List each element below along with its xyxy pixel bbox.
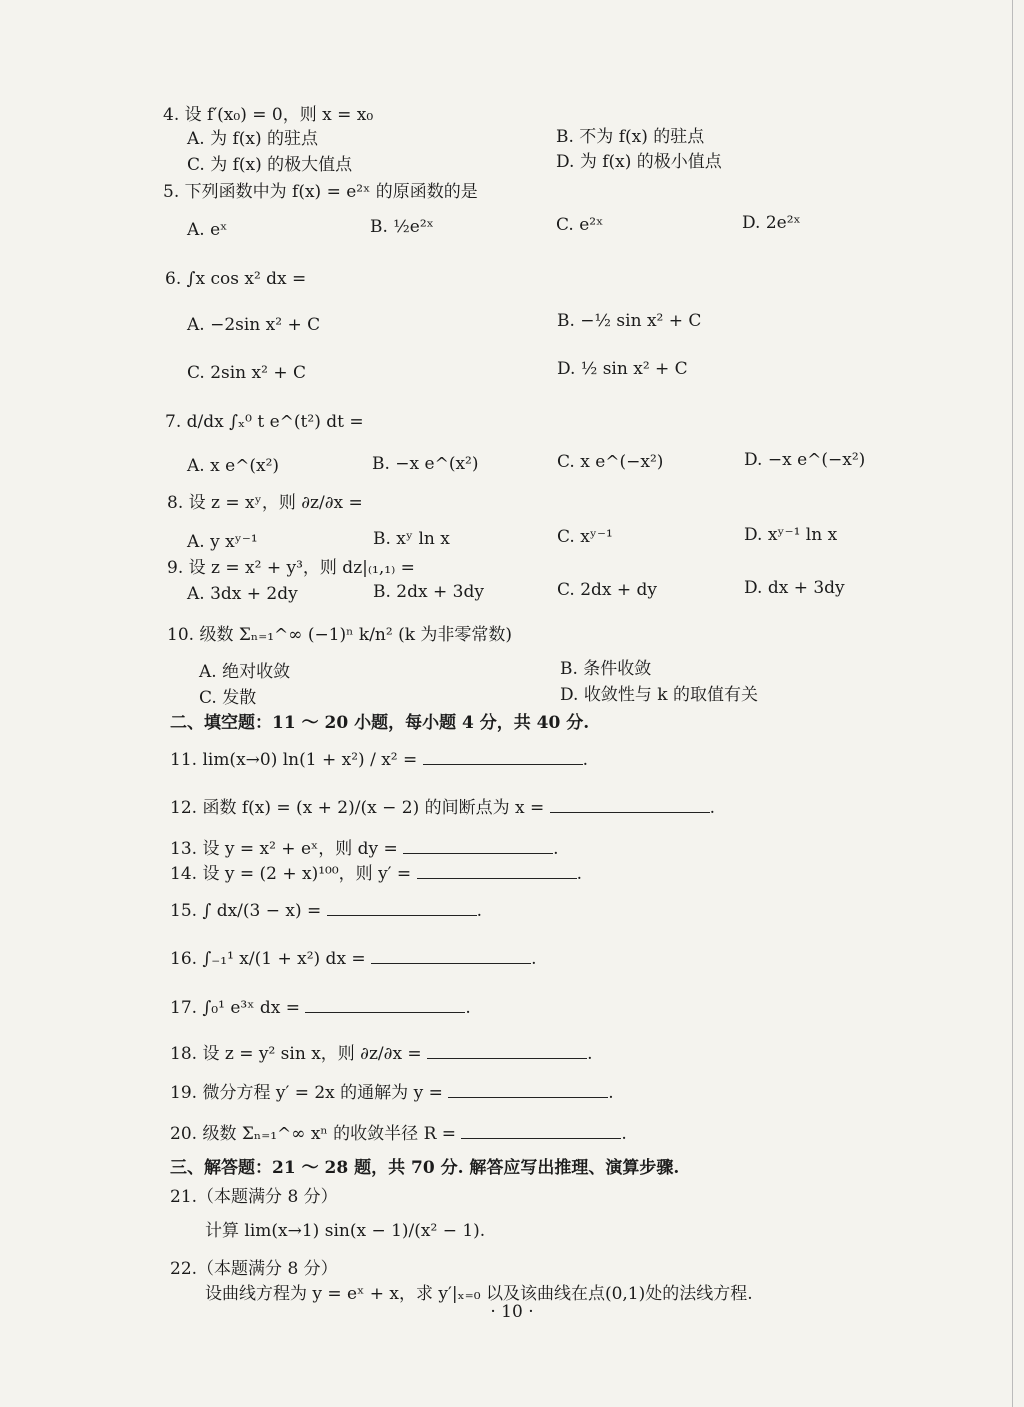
question-22-title: 22.（本题满分 8 分）	[170, 1259, 338, 1279]
question-4-option-b: B. 不为 f(x) 的驻点	[556, 127, 705, 147]
question-5-option-a: A. eˣ	[187, 220, 228, 240]
question-8-option-d: D. xʸ⁻¹ ln x	[744, 525, 838, 545]
question-6-option-d: D. ½ sin x² + C	[557, 359, 688, 379]
fill-question-19: 19. 微分方程 y′ = 2x 的通解为 y = .	[170, 1083, 614, 1103]
question-5-option-d: D. 2e²ˣ	[742, 213, 801, 233]
question-6-option-c: C. 2sin x² + C	[187, 363, 306, 383]
question-21-title: 21.（本题满分 8 分）	[170, 1187, 338, 1207]
question-4-option-c: C. 为 f(x) 的极大值点	[187, 155, 353, 175]
question-7-option-a: A. x e^(x²)	[187, 456, 280, 476]
question-8-option-b: B. xʸ ln x	[373, 529, 450, 549]
question-6-option-a: A. −2sin x² + C	[187, 315, 321, 335]
page-number: · 10 ·	[490, 1302, 534, 1322]
question-4-option-a: A. 为 f(x) 的驻点	[187, 129, 319, 149]
question-8-option-c: C. xʸ⁻¹	[557, 527, 613, 547]
question-10-option-a: A. 绝对收敛	[199, 662, 291, 682]
section-3-heading: 三、解答题：21 ～ 28 题，共 70 分. 解答应写出推理、演算步骤.	[170, 1158, 680, 1178]
question-21-body: 计算 lim(x→1) sin(x − 1)/(x² − 1).	[205, 1221, 486, 1241]
question-10-option-c: C. 发散	[199, 688, 257, 708]
question-4-option-d: D. 为 f(x) 的极小值点	[556, 152, 722, 172]
question-9-option-a: A. 3dx + 2dy	[187, 584, 298, 604]
scan-edge-shadow	[1012, 0, 1013, 1407]
question-9-option-c: C. 2dx + dy	[557, 580, 658, 600]
question-7-stem: 7. d/dx ∫ₓ⁰ t e^(t²) dt =	[165, 412, 364, 432]
fill-question-20: 20. 级数 Σₙ₌₁^∞ xⁿ 的收敛半径 R = .	[170, 1124, 627, 1144]
question-9-option-b: B. 2dx + 3dy	[373, 582, 484, 602]
question-5-option-b: B. ½e²ˣ	[370, 217, 434, 237]
fill-question-15: 15. ∫ dx/(3 − x) = .	[170, 901, 483, 921]
fill-question-17: 17. ∫₀¹ e³ˣ dx = .	[170, 998, 471, 1018]
question-5-option-c: C. e²ˣ	[556, 215, 604, 235]
question-6-option-b: B. −½ sin x² + C	[557, 311, 702, 331]
fill-question-18: 18. 设 z = y² sin x，则 ∂z/∂x = .	[170, 1044, 593, 1064]
question-9-stem: 9. 设 z = x² + y³，则 dz|₍₁,₁₎ =	[167, 558, 415, 578]
fill-question-11: 11. lim(x→0) ln(1 + x²) / x² = .	[170, 750, 589, 770]
question-4-stem: 4. 设 f′(x₀) = 0，则 x = x₀	[163, 105, 374, 125]
fill-question-16: 16. ∫₋₁¹ x/(1 + x²) dx = .	[170, 949, 537, 969]
question-9-option-d: D. dx + 3dy	[744, 578, 845, 598]
question-8-option-a: A. y xʸ⁻¹	[187, 532, 258, 552]
fill-question-13: 13. 设 y = x² + eˣ，则 dy = .	[170, 839, 559, 859]
question-10-stem: 10. 级数 Σₙ₌₁^∞ (−1)ⁿ k/n² (k 为非零常数)	[167, 625, 513, 645]
question-10-option-d: D. 收敛性与 k 的取值有关	[560, 685, 758, 705]
question-7-option-c: C. x e^(−x²)	[557, 452, 664, 472]
question-5-stem: 5. 下列函数中为 f(x) = e²ˣ 的原函数的是	[163, 182, 478, 202]
question-10-option-b: B. 条件收敛	[560, 659, 652, 679]
question-7-option-d: D. −x e^(−x²)	[744, 450, 866, 470]
question-7-option-b: B. −x e^(x²)	[372, 454, 479, 474]
question-22-body: 设曲线方程为 y = eˣ + x，求 y′|ₓ₌₀ 以及该曲线在点(0,1)处的法线方程.	[205, 1284, 753, 1304]
section-2-heading: 二、填空题：11 ～ 20 小题，每小题 4 分，共 40 分.	[170, 713, 590, 733]
question-8-stem: 8. 设 z = xʸ，则 ∂z/∂x =	[167, 493, 363, 513]
fill-question-14: 14. 设 y = (2 + x)¹⁰⁰，则 y′ = .	[170, 864, 582, 884]
question-6-stem: 6. ∫x cos x² dx =	[165, 269, 307, 289]
fill-question-12: 12. 函数 f(x) = (x + 2)/(x − 2) 的间断点为 x = .	[170, 798, 716, 818]
